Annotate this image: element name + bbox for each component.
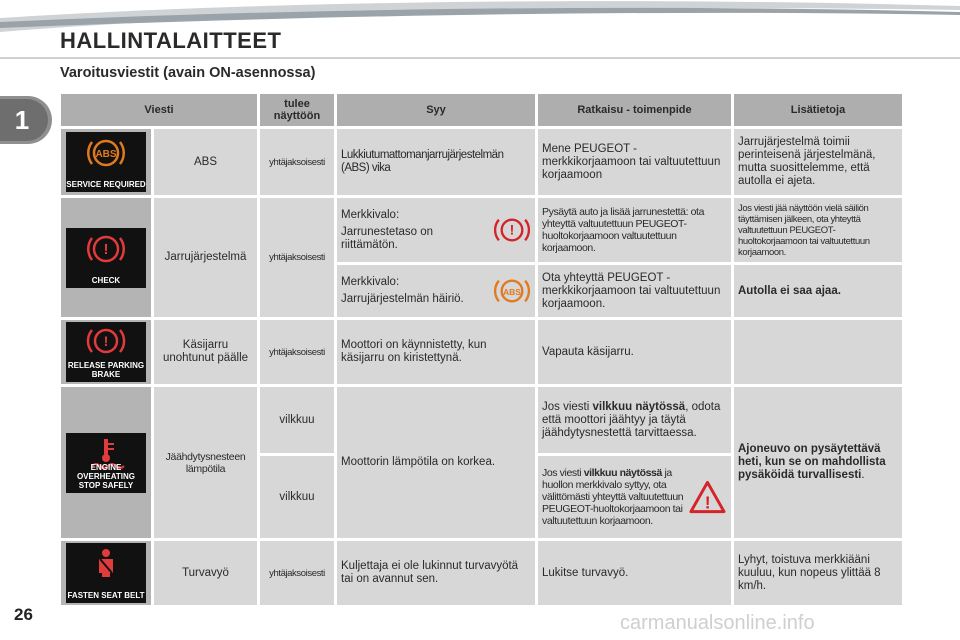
abs-small-icon <box>493 276 531 306</box>
page-title: HALLINTALAITTEET <box>60 28 282 53</box>
parking-action: Vapauta käsijarru. <box>538 320 731 384</box>
svg-text:!: ! <box>103 333 109 349</box>
coolant-message: Jäähdytysnesteen lämpötila <box>154 387 257 538</box>
coolant-warning-lamp: ENGINE OVERHEATING STOP SAFELY <box>66 433 146 493</box>
coolant-cause: Moottorin lämpötila on korkea. <box>337 387 535 538</box>
abs-lamp-cell <box>61 129 151 195</box>
belt-cause: Kuljettaja ei ole lukinnut turvavyötä tai on avannut sen. <box>337 541 535 605</box>
parking-message: Käsijarru unohtunut päälle <box>154 320 257 384</box>
col-header-action: Ratkaisu - toimenpide <box>538 94 731 126</box>
chapter-number: 1 <box>14 105 30 135</box>
table-row <box>61 320 902 384</box>
parking-display: yhtäjaksoisesti <box>260 320 334 384</box>
coolant-display-2: vilkkuu <box>260 456 334 538</box>
brake-lamp-cell <box>61 198 151 317</box>
section-subtitle: Varoitusviestit (avain ON-asennossa) <box>60 65 316 81</box>
chapter-tab <box>0 96 52 144</box>
svg-text:ABS: ABS <box>503 286 521 297</box>
svg-text:!: ! <box>103 240 109 258</box>
coolant-display-1: vilkkuu <box>260 387 334 453</box>
col-header-display: tulee näyttöön <box>260 94 334 126</box>
brake-message: Jarrujärjestelmä <box>154 198 257 317</box>
col-header-message: Viesti <box>61 94 257 126</box>
brake-cause-1-label: Merkkivalo: <box>341 208 400 221</box>
seat-belt-warning-lamp: FASTEN SEAT BELT <box>66 543 146 603</box>
table-header-row <box>61 94 902 126</box>
brake-action-1: Pysäytä auto ja lisää jarrunestettä: ota yhteyttä valtuutettuun PEUGEOT-huoltokorjaamoon valtuutettuun korjaamoon. <box>538 198 731 262</box>
svg-text:!: ! <box>704 492 711 513</box>
abs-icon <box>86 136 126 170</box>
parking-brake-warning-lamp: ! RELEASE PARKING BRAKE <box>66 322 146 382</box>
parking-lamp-cell <box>61 320 151 384</box>
belt-display: yhtäjaksoisesti <box>260 541 334 605</box>
abs-message: ABS <box>154 129 257 195</box>
table-row <box>61 198 902 262</box>
svg-text:ABS: ABS <box>95 149 117 160</box>
col-header-cause: Syy <box>337 94 535 126</box>
brake-icon <box>86 232 126 266</box>
brake-cause-1-text: Jarrunestetaso on riittämätön. <box>341 225 434 251</box>
abs-info: Jarrujärjestelmä toimii perinteisenä järjestelmänä, mutta suosittelemme, että autolla ei ajeta. <box>734 129 902 195</box>
brake-cause-2 <box>337 265 535 317</box>
belt-message: Turvavyö <box>154 541 257 605</box>
coolant-action-1: Jos viesti vilkkuu näytössä, odota että moottori jäähtyy ja täytä jäähdytysnestettä tarvittaessa. <box>538 387 731 453</box>
col-header-info: Lisätietoja <box>734 94 902 126</box>
parking-brake-icon <box>86 326 126 356</box>
brake-warning-icon <box>493 215 531 245</box>
brake-cause-2-text: Jarrujärjestelmän häiriö. <box>341 293 464 305</box>
belt-info: Lyhyt, toistuva merkkiääni kuuluu, kun nopeus ylittää 8 km/h. <box>734 541 902 605</box>
coolant-info: Ajoneuvo on pysäytettävä heti, kun se on mahdollista pysäköidä turvallisesti. <box>734 387 902 538</box>
warning-triangle-icon <box>688 479 727 515</box>
warning-table <box>58 91 905 608</box>
table-row <box>61 129 902 195</box>
watermark: carmanualsonline.info <box>620 612 815 634</box>
abs-cause: Lukkiutumattomanjarrujärjestelmän (ABS) vika <box>337 129 535 195</box>
page-number: 26 <box>14 605 33 624</box>
table-row <box>61 541 902 605</box>
svg-text:!: ! <box>509 221 515 238</box>
abs-display: yhtäjaksoisesti <box>260 129 334 195</box>
abs-action: Mene PEUGEOT -merkkikorjaamoon tai valtuutettuun korjaamoon <box>538 129 731 195</box>
parking-cause: Moottori on käynnistetty, kun käsijarru on kiristettynä. <box>337 320 535 384</box>
brake-info-1: Jos viesti jää näyttöön vielä säiliön täyttämisen jälkeen, ota yhteyttä valtuutettuun PEUGEOT-huoltokorjaamoon tai valtuutettuun korjaamoon. <box>734 198 902 262</box>
brake-warning-lamp: ! CHECK <box>66 228 146 288</box>
coolant-action-2: Jos viesti vilkkuu näytössä ja huollon merkkivalo syttyy, ota välittömästi yhteyttä valtuutettuun PEUGEOT-huoltokorjaamoon tai valtuutettuun korjaamoon. ! <box>538 456 731 538</box>
brake-cause-2-label: Merkkivalo: <box>341 276 400 288</box>
brake-display: yhtäjaksoisesti <box>260 198 334 317</box>
brake-action-2: Ota yhteyttä PEUGEOT -merkkikorjaamoon tai valtuutettuun korjaamoon. <box>538 265 731 317</box>
parking-info <box>734 320 902 384</box>
abs-warning-lamp: ABS SERVICE REQUIRED <box>66 132 146 192</box>
belt-action: Lukitse turvavyö. <box>538 541 731 605</box>
coolant-lamp-cell <box>61 387 151 538</box>
table-row <box>61 387 902 453</box>
brake-cause-1 <box>337 198 535 262</box>
belt-lamp-cell <box>61 541 151 605</box>
seat-belt-icon <box>86 547 126 579</box>
brake-info-2: Autolla ei saa ajaa. <box>734 265 902 317</box>
